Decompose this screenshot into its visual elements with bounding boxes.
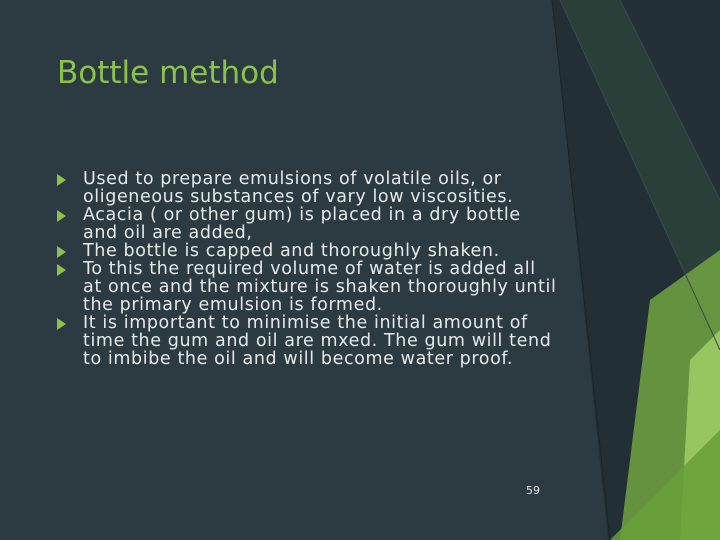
bullet-text: To this the required volume of water is added all at once and the mixture is shaken thoroughly until the primary emulsion is formed. <box>83 259 557 315</box>
bullet-list <box>57 170 557 368</box>
arrow-bullet-icon <box>57 318 66 330</box>
bullet-item <box>57 242 557 260</box>
bullet-item <box>57 170 557 206</box>
bullet-text: It is important to minimise the initial amount of time the gum and oil are mxed. The gum will tend to imbibe the oil and will become water proof. <box>83 313 552 369</box>
bullet-text: The bottle is capped and thoroughly shaken. <box>83 241 500 261</box>
bullet-item <box>57 314 557 368</box>
bullet-item <box>57 260 557 314</box>
arrow-bullet-icon <box>57 246 66 258</box>
arrow-bullet-icon <box>57 264 66 276</box>
arrow-bullet-icon <box>57 210 66 222</box>
slide-title: Bottle method <box>57 55 279 91</box>
page-number: 59 <box>526 484 540 497</box>
bullet-item <box>57 206 557 242</box>
bullet-text: Used to prepare emulsions of volatile oils, or oligeneous substances of vary low viscosities. <box>83 169 514 207</box>
bullet-text: Acacia ( or other gum) is placed in a dry bottle and oil are added, <box>83 205 521 243</box>
arrow-bullet-icon <box>57 174 66 186</box>
